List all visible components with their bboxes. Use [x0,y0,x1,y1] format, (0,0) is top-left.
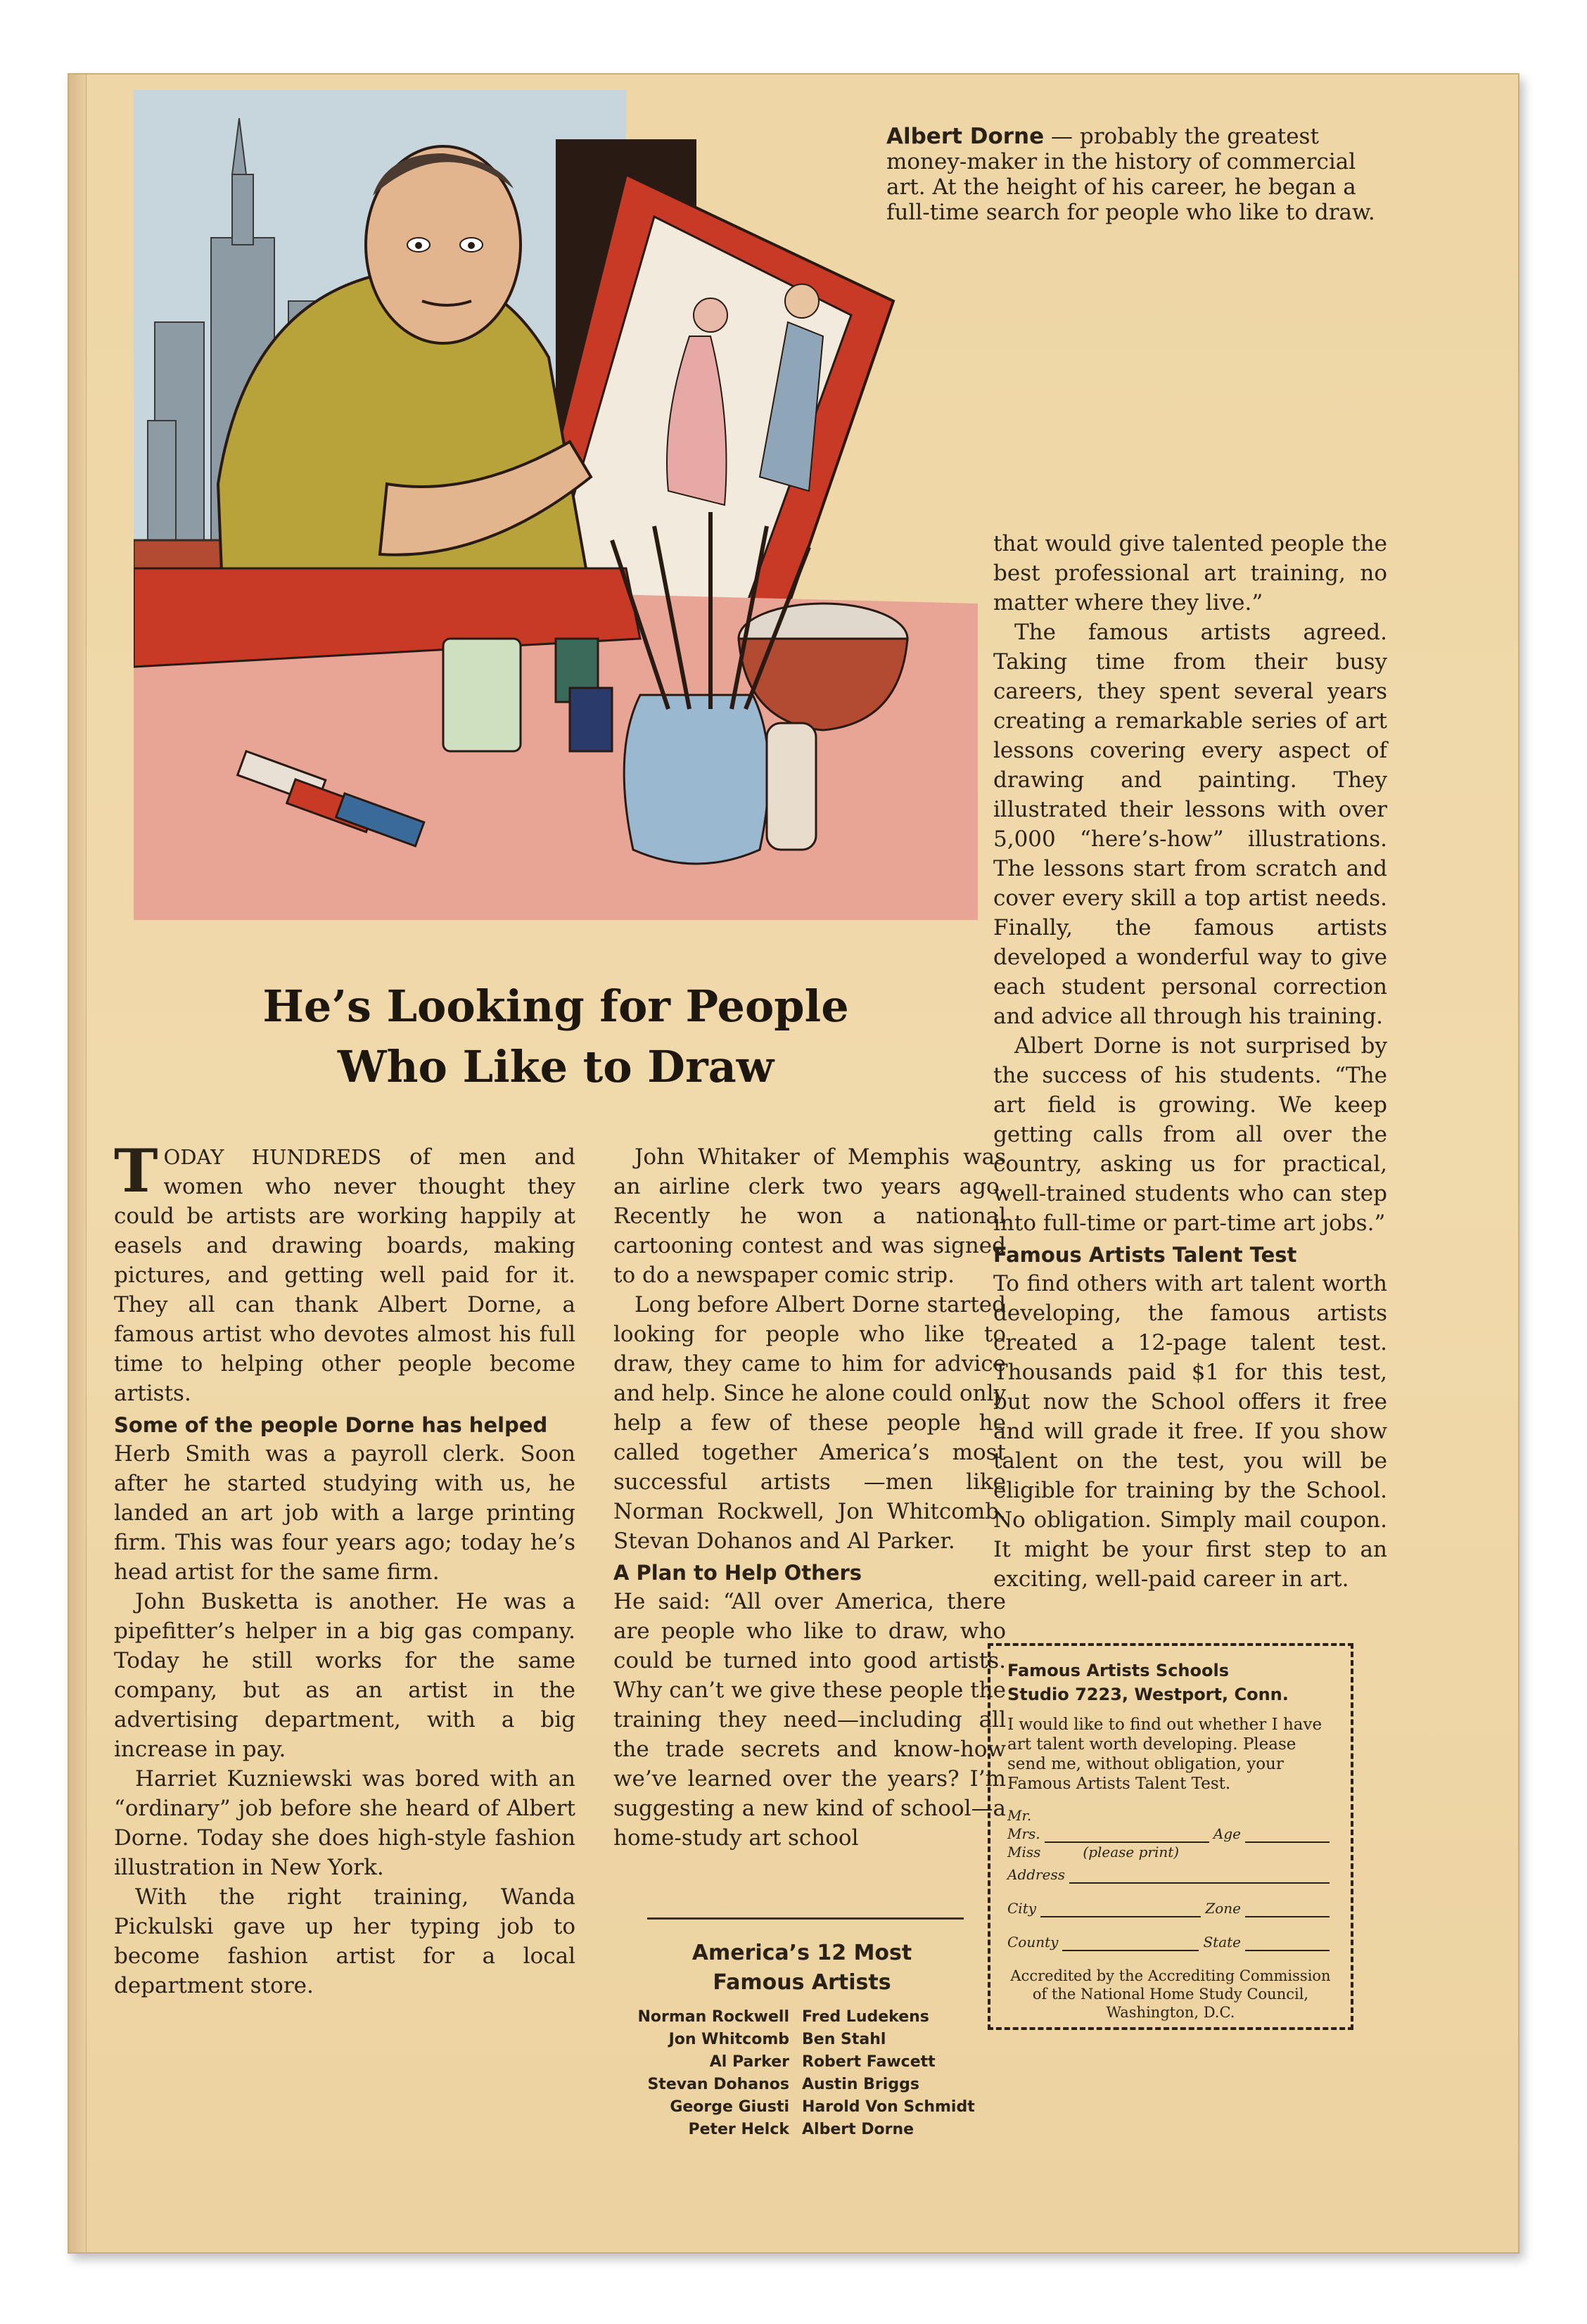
coupon-field-address[interactable] [1007,1865,1334,1884]
paragraph: To find others with art talent worth developing, the famous artists created a 12-page talent test. Thousands paid $1 for this test, but now the School offers it free and will grade it free. If you show talent on the test, you will be eligible for training by the School. No obligation. Simply mail coupon. It might be your first step to an exciting, well-paid career in art. [993,1271,1387,1592]
famous-artists-title [605,1939,999,1998]
accreditation-note: Accredited by the Accrediting Commission of the National Home Study Council, Washington, D.C. [1010,1967,1331,2021]
paragraph: Harriet Kuzniewski was bored with an “ordinary” job before she heard of Albert Dorne. Today she does high-style fashion illustration in New York. [114,1766,575,1880]
field-line [1245,1937,1330,1951]
field-label: City [1007,1900,1037,1917]
coupon-heading-1: Famous Artists Schools [1007,1661,1229,1680]
article-column-2 [613,1142,1006,1853]
famous-artists-title-line-1: America’s 12 Most [691,1941,912,1965]
paragraph: He said: “All over America, there are people who like to draw, who could be turned into good artists. Why can’t we give these people the training they need—including all the trade secrets and know-how we’ve learned over the years? I’m suggesting a new kind of school—a home-study art school [613,1589,1006,1851]
paragraph: John Busketta is another. He was a pipefitter’s helper in a big gas company. Today he still works for the same company, but as an artist in the advertising department, with a big increase in pay. [114,1589,575,1762]
headline [169,976,943,1097]
artist-name: Austin Briggs [802,2076,919,2093]
field-line [1245,1903,1330,1917]
artist-name: Stevan Dohanos [647,2076,789,2093]
field-label: Address [1007,1866,1065,1883]
list-item [605,2119,1013,2141]
field-line [1245,1829,1330,1843]
field-label: Zone [1205,1900,1241,1917]
artist-name: Robert Fawcett [802,2053,936,2071]
drop-cap: T [114,1136,158,1206]
famous-artists-title-line-2: Famous Artists [713,1970,891,1995]
artist-name: Peter Helck [688,2121,789,2138]
paragraph: Herb Smith was a payroll clerk. Soon after he started studying with us, he landed an art job with a large printing firm. This was four years ago; today he’s head artist for the same firm. [114,1441,575,1585]
field-line [1062,1937,1199,1951]
paragraph: that would give talented people the best professional art training, no matter where they live.” [993,531,1387,615]
artist-name: Fred Ludekens [802,2008,929,2026]
paragraph-text: of men and women who never thought they could be artists are working happily at easels and drawing boards, making pictures, and getting well paid for it. They all can thank Albert Dorne, a famous artist who devotes almost his full time to helping other people become artists. [114,1144,575,1406]
coupon-field-mrs-age[interactable] [1007,1825,1334,1843]
subheading: Famous Artists Talent Test [993,1243,1297,1267]
subheading: A Plan to Help Others [613,1561,862,1585]
caption [886,124,1400,225]
paragraph: Long before Albert Dorne started looking for people who like to draw, they came to him for advice and help. Since he alone could only help a few of these people he called together America’s most successful artists —men like Norman Rockwell, Jon Whitcomb. Stevan Dohanos and Al Parker. [613,1292,1006,1554]
small-caps-lead: ODAY HUNDREDS [163,1145,382,1169]
field-label: Mr. [1007,1807,1032,1824]
artist-name: Harold Von Schmidt [802,2098,975,2116]
page-edge [69,75,87,2252]
field-line [1045,1829,1209,1843]
coupon-field-city-zone[interactable] [1007,1899,1334,1917]
artist-name: Ben Stahl [802,2031,886,2048]
list-item [605,2029,1013,2051]
coupon-field-mr[interactable] [1007,1806,1334,1825]
subheading: Some of the people Dorne has helped [114,1413,548,1437]
divider [647,1917,964,1920]
artist-name: Al Parker [709,2053,789,2071]
coupon-field-county-state[interactable] [1007,1933,1334,1951]
field-label: State [1203,1934,1241,1950]
artist-name: Albert Dorne [802,2121,914,2138]
paragraph: The famous artists agreed. Taking time from their busy careers, they spent several years creating a remarkable series of art lessons covering every aspect of drawing and painting. They illustrated their lessons with over 5,000 “here’s-how” illustrations. The lessons start from scratch and cover every skill a top artist needs. Finally, the famous artists developed a wonderful way to give each student personal correction and advice all through his training. [993,620,1387,1029]
artist-name: George Giusti [670,2098,789,2116]
field-label: Mrs. [1007,1825,1040,1842]
headline-line-2: Who Like to Draw [337,1041,775,1092]
mail-coupon [988,1643,1353,2030]
albert-dorne-illustration [134,90,978,920]
list-item [605,2074,1013,2096]
caption-name: Albert Dorne [886,124,1045,149]
paragraph: Albert Dorne is not surprised by the success of his students. “The art field is growing. We keep getting calls from all over the country, asking us for practical, well-trained students who can step into full-time or part-time art jobs.” [993,1033,1387,1236]
field-line [1069,1870,1330,1884]
paragraph: With the right training, Wanda Pickulski gave up her typing job to become fashion artist for a local department store. [114,1884,575,1998]
artist-name: Jon Whitcomb [668,2031,789,2048]
list-item [605,2006,1013,2029]
field-label: Miss [1007,1844,1041,1860]
paragraph: John Whitaker of Memphis was an airline clerk two years ago. Recently he won a national cartooning contest and was signed to do a newspaper comic strip. [613,1144,1006,1288]
list-item [605,2096,1013,2119]
list-item [605,2051,1013,2074]
field-label: County [1007,1934,1059,1950]
coupon-body: I would like to find out whether I have art talent worth developing. Please send me, without obligation, your Famous Artists Talent Test. [1007,1716,1322,1793]
field-line [1040,1903,1201,1917]
article-column-3 [993,529,1387,1594]
headline-line-1: He’s Looking for People [262,981,849,1032]
famous-artists-list [605,2006,1013,2141]
caption-text: — probably the greatest money-maker in the history of commercial art. At the height of his career, he began a full-time search for people who like to draw. [886,124,1375,225]
paragraph [114,1136,575,1408]
field-label: Age [1213,1825,1241,1842]
coupon-heading-2: Studio 7223, Westport, Conn. [1007,1685,1289,1704]
artist-name: Norman Rockwell [637,2008,789,2026]
article-column-1 [114,1136,575,2000]
coupon-field-miss[interactable] [1007,1843,1334,1861]
field-note: (please print) [1083,1844,1180,1860]
